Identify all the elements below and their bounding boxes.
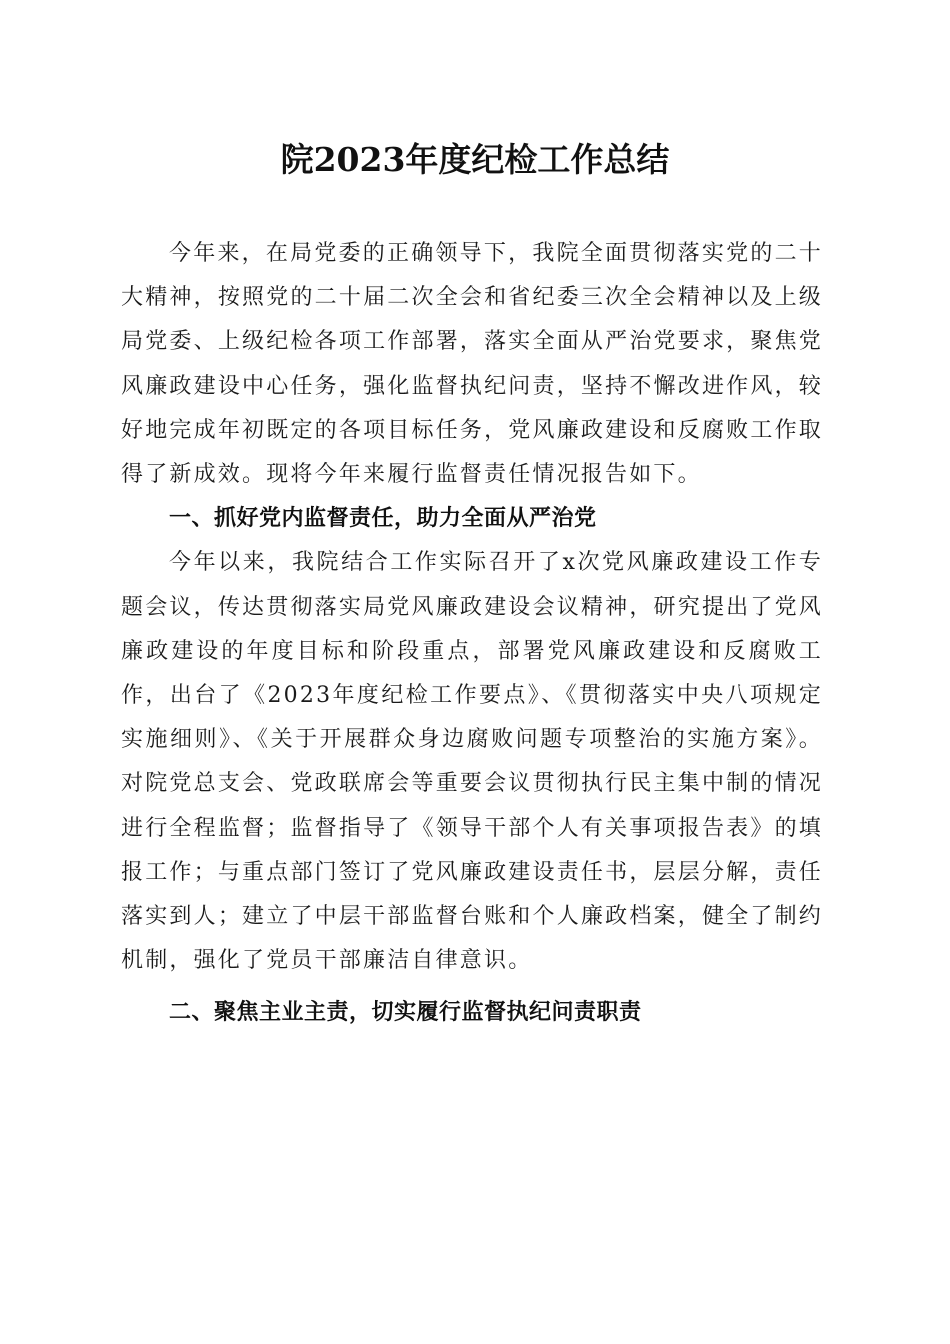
intro-paragraph: 今年来，在局党委的正确领导下，我院全面贯彻落实党的二十大精神，按照党的二十届二次全会和省纪委三次全会精神以及上级局党委、上级纪检各项工作部署，落实全面从严治党要求，聚焦党风廉政建设中心任务，强化监督执纪问责，坚持不懈改进作风，较好地完成年初既定的各项目标任务，党风廉政建设和反腐败工作取得了新成效。现将今年来履行监督责任情况报告如下。 xyxy=(121,241,823,488)
document-title: 院2023年度纪检工作总结 xyxy=(280,140,670,179)
section-1-paragraph: 今年以来，我院结合工作实际召开了x次党风廉政建设工作专题会议，传达贯彻落实局党风廉政建设会议精神，研究提出了党风廉政建设的年度目标和阶段重点，部署党风廉政建设和反腐败工作，出台了《2023年度纪检工作要点》、《贯彻落实中央八项规定实施细则》、《关于开展群众身边腐败问题专项整治的实施方案》。对院党总支会、党政联席会等重要会议贯彻执行民主集中制的情况进行全程监督；监督指导了《领导干部个人有关事项报告表》的填报工作；与重点部门签订了党风廉政建设责任书，层层分解，责任落实到人；建立了中层干部监督台账和个人廉政档案，健全了制约机制，强化了党员干部廉洁自律意识。 xyxy=(121,550,823,974)
section-1-heading: 一、抓好党内监督责任，助力全面从严治党 xyxy=(169,506,597,532)
section-spacer xyxy=(121,983,823,991)
section-2-heading: 二、聚焦主业主责，切实履行监督执纪问责职责 xyxy=(169,1000,642,1026)
document-body xyxy=(121,232,823,1036)
